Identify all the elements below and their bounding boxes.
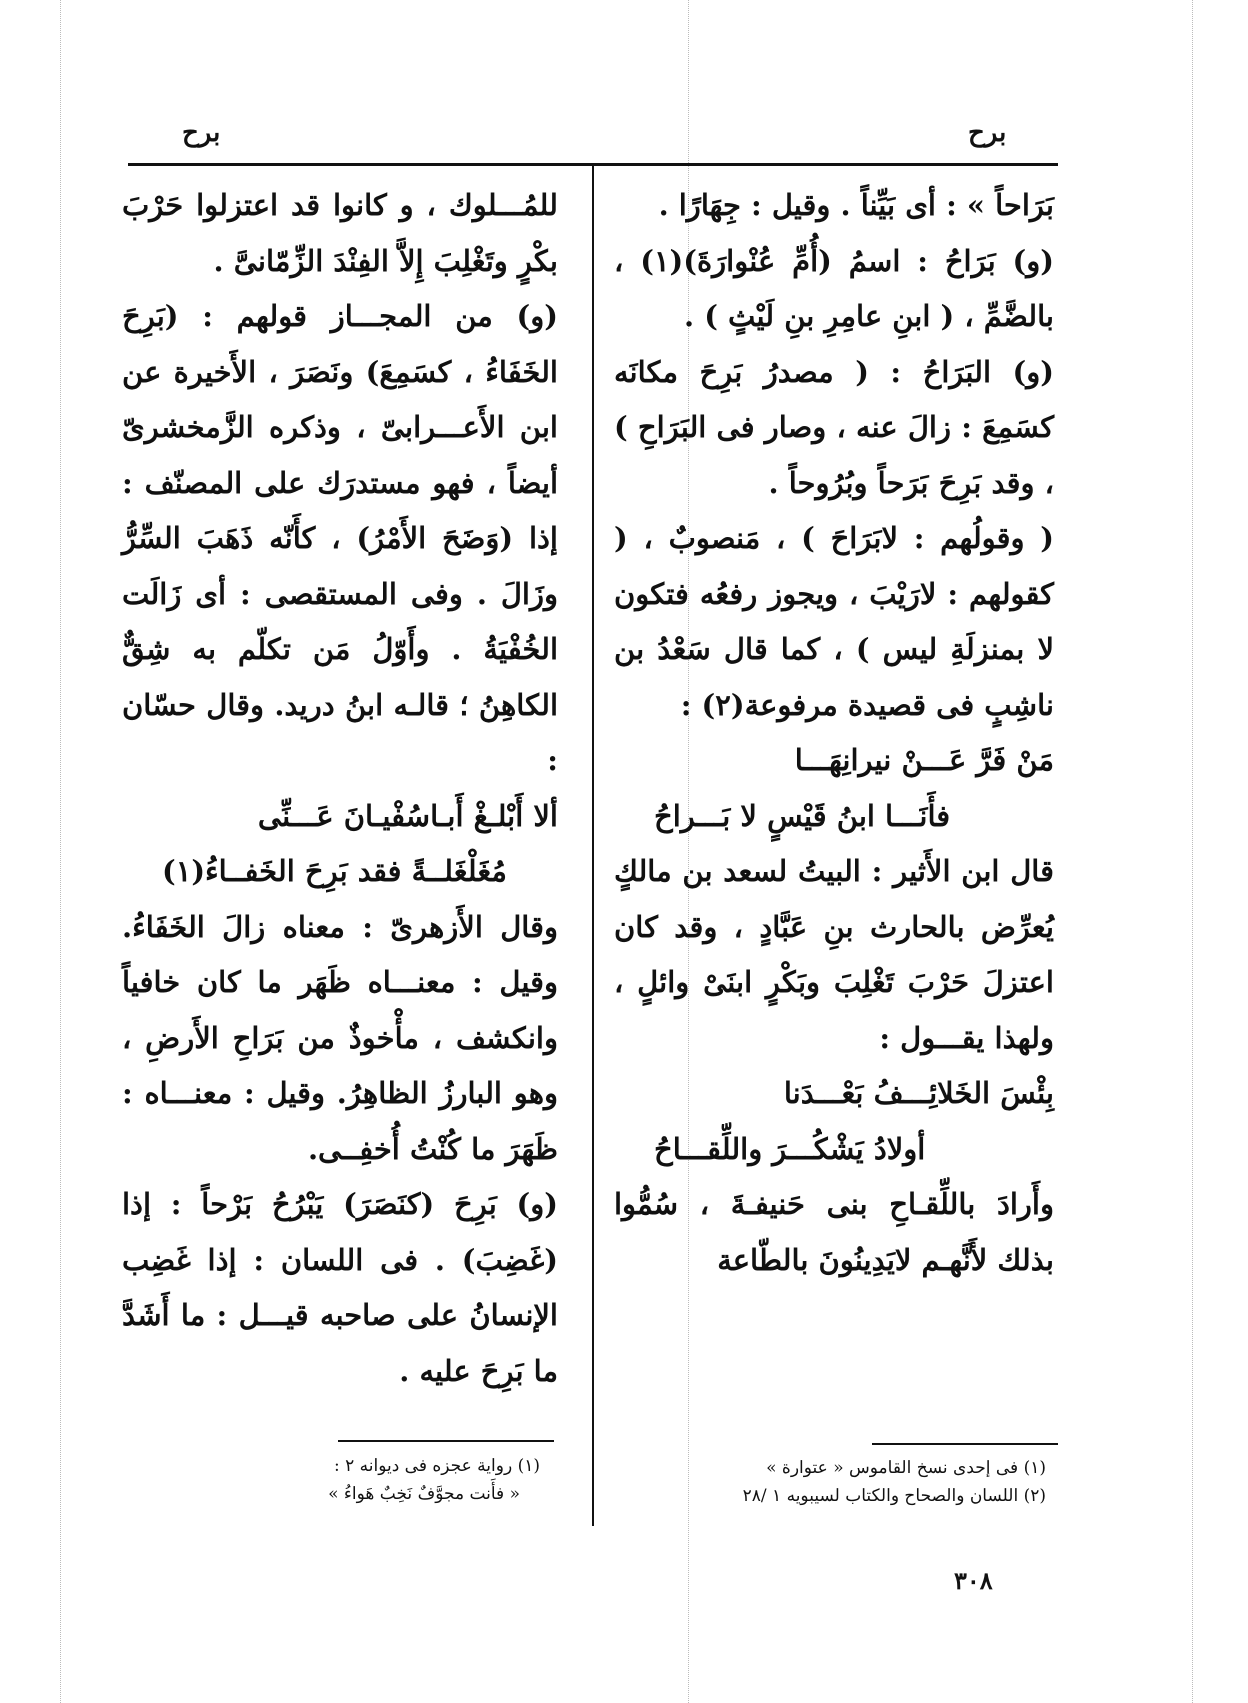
verse-line: ألا أَبْلـغْ أَبـاسُفْيـانَ عَـــنِّى [257,798,558,833]
footnote: (٢) اللسان والصحاح والكتاب لسيبويه ١ /٢٨ [742,1486,1046,1506]
verse-line: مُغَلْغَلــةً فقد بَرِحَ الخَفــاءُ(١) [162,854,507,888]
paragraph: (و) بَرِحَ (كنَصَرَ) يَبْرُحُ بَرْحاً : إذا (غَضِبَ) . فى اللسان : إذا غَضِب الإنسانُ على صاحبه قيـــل : ما أَشَدَّ ما بَرِحَ عليه . [122,1187,558,1388]
scan-dot-line [60,0,61,1703]
left-column [122,178,558,1399]
paragraph: قال ابن الأَثير : البيتُ لسعد بن مالكٍ يُعرِّض بالحارث بنِ عَبَّادٍ ، وقد كان اعتزلَ حَرْبَ تَغْلِبَ وبَكْرٍ ابنَىْ وائلٍ ، ولهذا يقـــول : [614,854,1054,1055]
verse-line: أولادُ يَشْكُـــرَ واللِّقـــاحُ [654,1131,926,1166]
paragraph: (و) البَرَاحُ : ( مصدرُ بَرِحَ مكانَه كسَمِعَ : زالَ عنه ، وصار فى البَرَاحِ ) ، وقد بَرِحَ بَرَحاً وبُرُوحاً . [614,354,1054,500]
column-separator [592,166,594,1526]
scan-dot-line [1192,0,1193,1703]
verse-line: بِئْسَ الخَلائِـــفُ بَعْـــدَنا [783,1076,1054,1110]
paragraph: (و) من المجـــاز قولهم : (بَرِحَ الخَفَاءُ ، كسَمِعَ) ونَصَرَ ، الأَخيرة عن ابن الأَعـــرابىّ ، وذكره الزَّمخشرىّ أيضاً ، فهو مستدرَك على المصنّف : إذا (وَضَحَ الأَمْرُ) ، كأَنّه ذَهَبَ السِّرُّ وزَالَ . وفى المستقصى : أى زَالَت الخُفْيَةُ . وأَوّلُ مَن تكلّم به شِقٌّ الكاهِنُ ؛ قالـه ابنُ دريد. وقال حسّان : [122,299,558,777]
footnote: (١) فى إحدى نسخ القاموس « عتوارة » [766,1458,1046,1478]
paragraph: (و) بَرَاحُ : اسمُ (أُمِّ عُنْوارَةَ)(١) ، بالضَّمِّ ، ( ابنِ عامِرِ بنِ لَيْثٍ ) . [614,243,1054,333]
paragraph: للمُـــلوك ، و كانوا قد اعتزلوا حَرْبَ بكْرٍ وتَغْلِبَ إِلاَّ الفِنْدَ الزِّمّانىَّ . [122,188,558,278]
right-column [614,178,1054,1288]
footnote: (١) رواية عجزه فى ديوانه ٢ : [333,1456,540,1476]
footnotes-left [178,1452,540,1508]
footnotes-right [700,1454,1046,1510]
running-header-left: برح [182,118,221,148]
verse-line: فأَنَـــا ابنُ قَيْسٍ لا بَـــراحُ [654,798,951,833]
page-number: ٣٠٨ [954,1566,993,1595]
verse-line: مَنْ فَرَّ عَـــنْ نيرانِهَـــا [794,743,1054,777]
footnote-rule-left [338,1440,554,1442]
running-header-right: برح [968,118,1007,148]
paragraph: وقال الأَزهرىّ : معناه زالَ الخَفَاءُ. وقيل : معنـــاه ظَهَر ما كان خافياً وانكشف ، مأْخوذٌ من بَرَاحِ الأَرضِ ، وهو البارزُ الظاهِرُ. وقيل : معنـــاه : ظَهَرَ ما كُنْتُ أُخفِــى. [122,909,558,1166]
paragraph: ( وقولُهم : لابَرَاحَ ) ، مَنصوبٌ ، ( كقولهم : لارَيْبَ ، ويجوز رفعُه فتكون لا بمنزلَةِ ليس ) ، كما قال سَعْدُ بن ناشِبٍ فى قصيدة مرفوعة(٢) : [614,521,1054,722]
footnote-rule-right [872,1443,1058,1445]
paragraph: وأَرادَ باللِّقـاحِ بنى حَنيفـةَ ، سُمُّوا بذلك لأَنَّهـم لايَدِينُونَ بالطّاعة [614,1187,1054,1277]
paragraph: بَرَاحاً » : أى بَيِّناً . وقيل : جِهَارًا . [658,188,1054,222]
footnote: « فأَنت مجوَّفٌ نَخِبٌ هَواءُ » [328,1484,520,1504]
